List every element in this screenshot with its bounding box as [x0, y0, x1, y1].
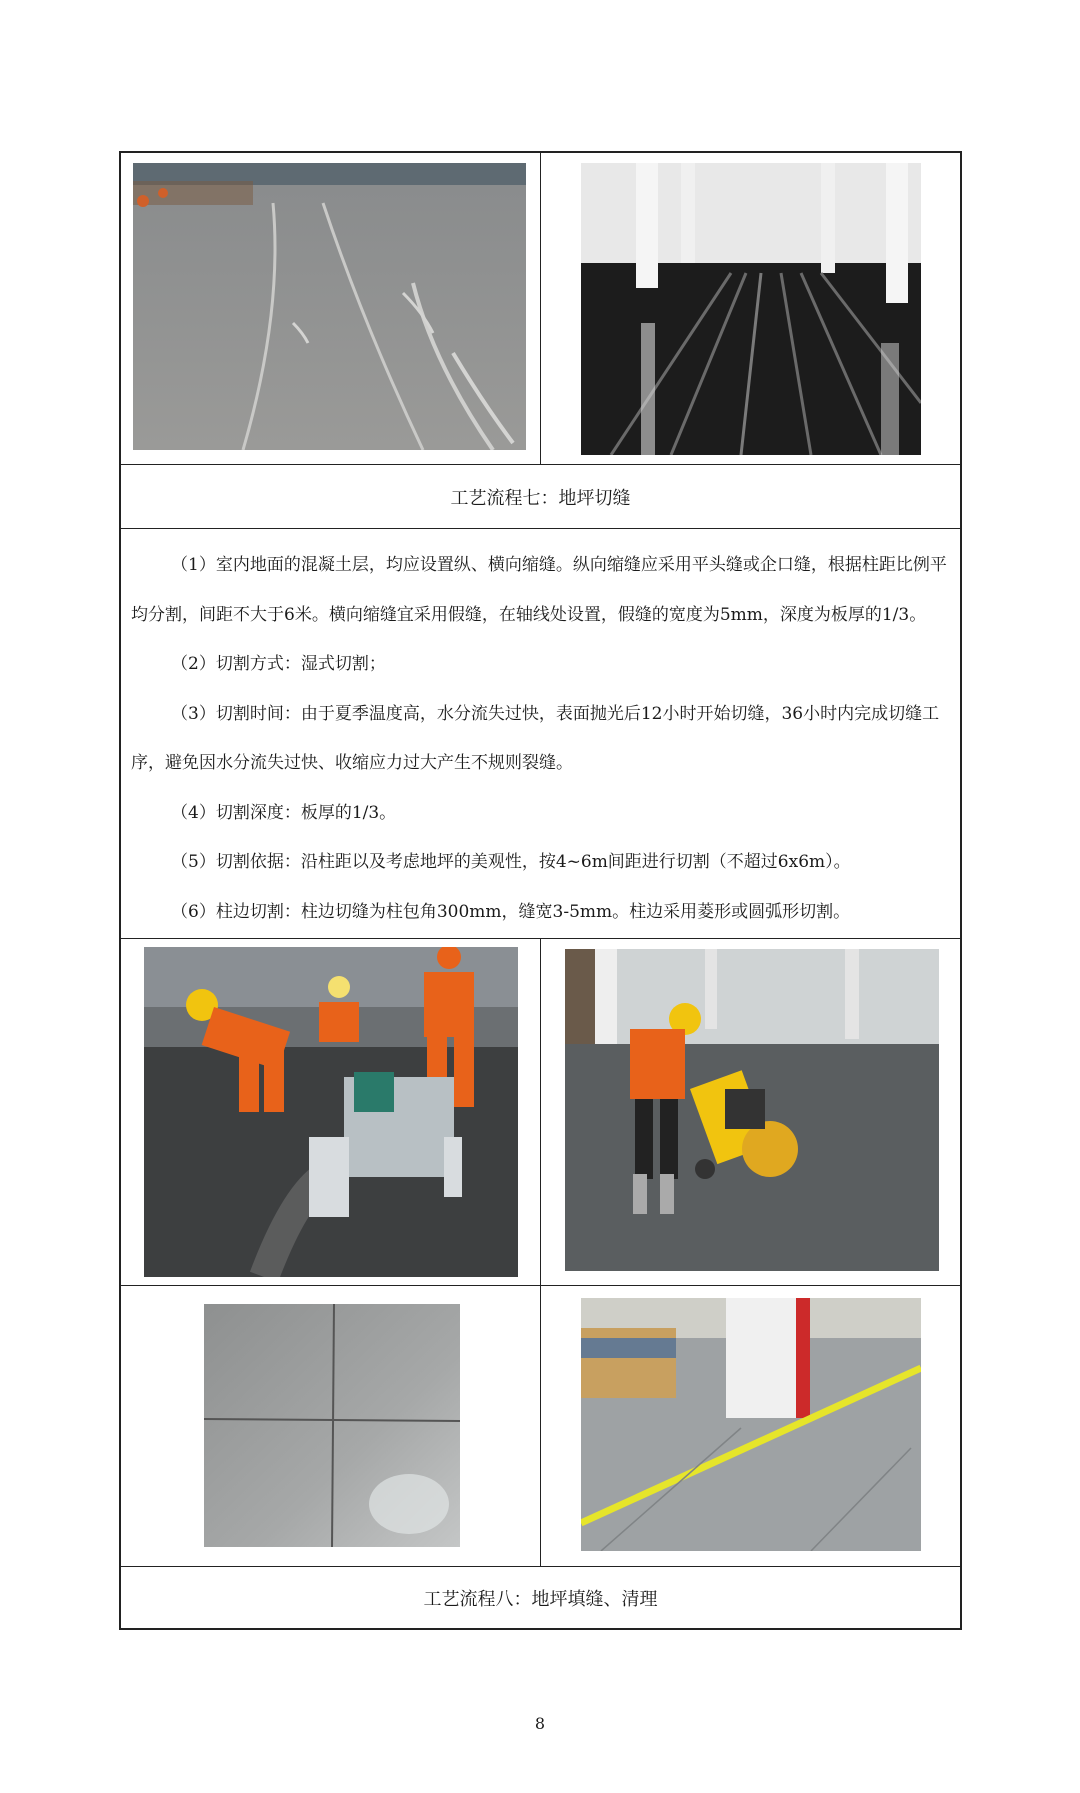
step7-caption-row — [121, 465, 960, 529]
photo-cell-right — [540, 1286, 960, 1566]
photo-cell-right — [540, 939, 960, 1285]
photo-cell-left — [121, 153, 540, 464]
photo-row-3 — [121, 1286, 960, 1567]
paragraph-1: （1）室内地面的混凝土层，均应设置纵、横向缩缝。纵向缩缝应采用平头缝或企口缝，根据柱距比例平均分割，间距不大于6米。横向缩缝宜采用假缝，在轴线处设置，假缝的宽度为5mm，深度为板厚的1/3。 — [131, 555, 947, 625]
paragraph-2: （2）切割方式：湿式切割； — [171, 654, 386, 674]
page-number: 8 — [534, 1714, 546, 1733]
paragraph-4: （4）切割深度：板厚的1/3。 — [171, 802, 397, 823]
worker-saw-photo — [565, 949, 939, 1271]
photo-cell-right — [540, 153, 960, 464]
photo-row-2 — [121, 939, 960, 1286]
concrete-floor-photo — [133, 163, 526, 450]
paragraph-3: （3）切割时间：由于夏季温度高，水分流失过快，表面抛光后12小时开始切缝，36小时内完成切缝工序，避免因水分流失过快、收缩应力过大产生不规则裂缝。 — [131, 703, 940, 773]
polished-dark-floor-photo — [581, 163, 921, 455]
finished-floor-photo — [581, 1298, 921, 1551]
workers-cutting-photo — [144, 947, 518, 1277]
photo-cell-left — [121, 939, 540, 1285]
floor-joint-closeup-photo — [204, 1304, 460, 1547]
photo-cell-left — [121, 1286, 540, 1566]
step7-title: 工艺流程七：地坪切缝 — [450, 487, 631, 509]
step7-description — [121, 529, 960, 939]
step8-caption-row — [121, 1567, 960, 1628]
document-table — [119, 151, 962, 1630]
paragraph-6: （6）柱边切割：柱边切缝为柱包角300mm，缝宽3-5mm。柱边采用菱形或圆弧形切割。 — [171, 901, 851, 922]
paragraph-5: （5）切割依据：沿柱距以及考虑地坪的美观性，按4~6m间距进行切割（不超过6x6m）。 — [171, 852, 851, 872]
step8-title: 工艺流程八：地坪填缝、清理 — [423, 1588, 658, 1610]
photo-row-1 — [121, 153, 960, 465]
